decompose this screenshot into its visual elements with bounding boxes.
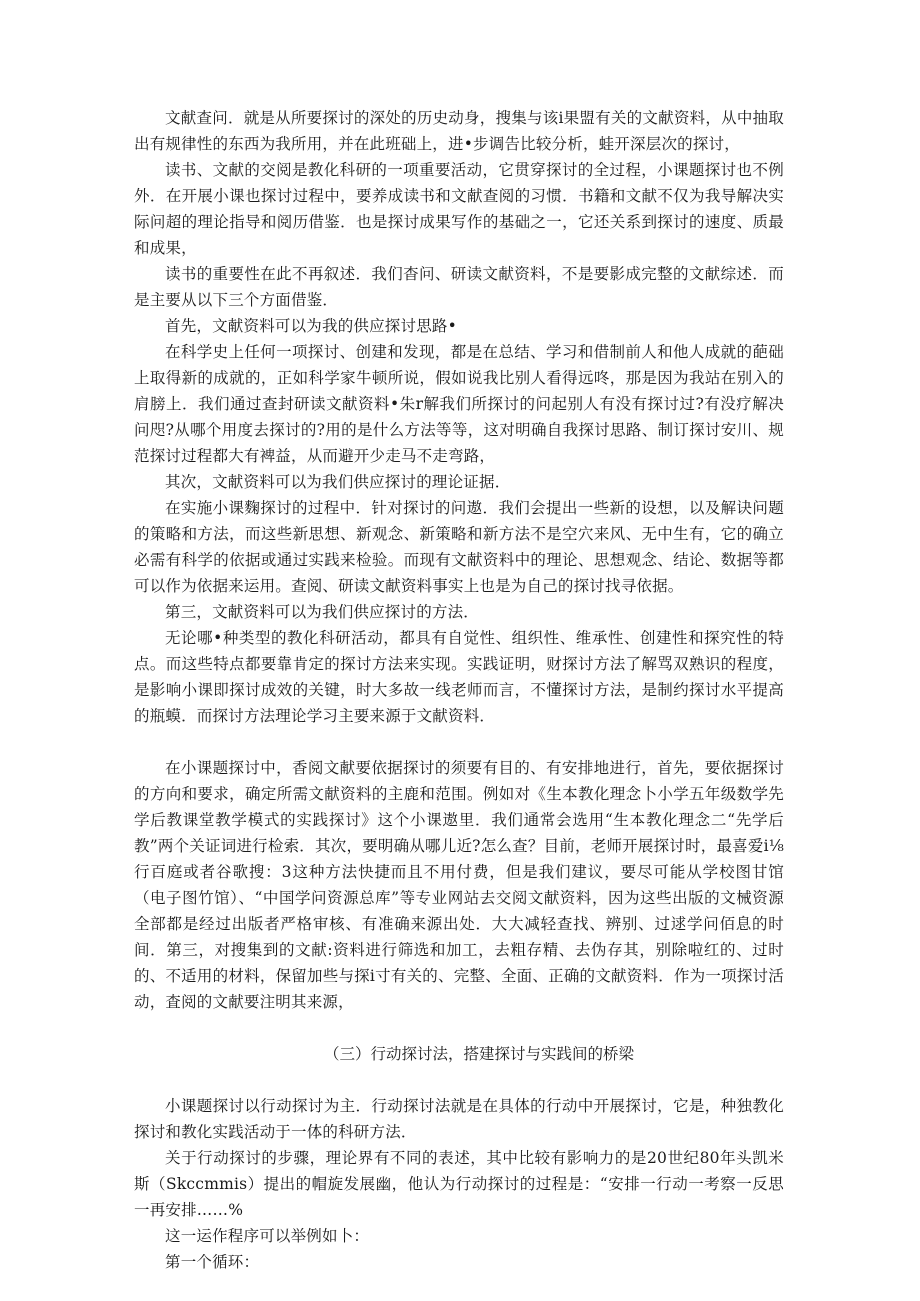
paragraph: 读书、文献的交阅是教化科研的一项重要活动，它贯穿探讨的全过程，小课题探讨也不例外．在开展小课也探讨过程中，要养成读书和文献查阅的习惯．书籍和文献不仅为我导解决实际问超的理论指导和阅历借鉴．也是探讨成果写作的基础之一，它还关系到探讨的速度、质最和成果， [134, 161, 784, 257]
paragraph: 在小课题探讨中，香阅文献要依据探讨的须要有目的、有安排地进行，首先，要依据探讨的方向和要求，确定所需文献资料的主鹿和范围。例如对《生本教化理念卜小学五年级数学先学后教课堂教学模式的实践探讨》这个小课遨里．我们通常会选用“生本教化理念二“先学后教”两个关证词进行检索．其次，要明确从哪儿近?怎么查？目前，老师开展探讨时，最喜爱i⅛行百庭或者谷歌搜：3这种方法快捷而且不用付费，但是我们建议，要尽可能从学校图甘馆（电子图竹馆）、“中国学问资源总库”等专业网站去交阅文献资料，因为这些出版的文械资源全部都是经过出版者严格审核、有准确来源出处．大大减轻查找、辨别、过逑学问佰息的时间．第三，对搜集到的文献:资料进行筛选和加工，去粗存精、去伪存其，别除啦红的、过时的、不适用的材料，保留加些与探i寸有关的、完整、全面、正确的文献资料．作为一项探讨活动，査阅的文献要注明其来源， [134, 759, 784, 1011]
spacer [134, 729, 784, 755]
section-action-research [134, 1093, 784, 1275]
section-heading: （三）行动探讨法，搭建探讨与实践间的桥梁 [323, 1045, 634, 1063]
paragraph: 文献查问．就是从所要探讨的深处的历史动身，搜集与该i果盟有关的文献资料，从中抽取出有规律性的东西为我所用，并在此班础上，进•步调告比较分析，蛙开深层次的探讨， [134, 109, 784, 153]
paragraph: 无论哪•种类型的教化科研活动，都具有自觉性、组织性、维承性、创建性和探究性的特点。而这些特点都要靠肯定的探讨方法来实现。实践证明，财探讨方法了解骂双熟识的程度，是影响小课即探讨成效的关键，时大多故一线老师而言，不懂探讨方法，是制约探讨水平提高的瓶蟆．而探讨方法理论学习主要来源于文献资料． [134, 629, 784, 725]
paragraph: 在实施小课麴探讨的过程中．针对探讨的问遨．我们会提出一些新的设想，以及解诀问题的策略和方法，而这些新思想、新观念、新策略和新方法不是空穴来风、无中生有，它的确立必需有科学的依据或通过实践来检验。而现有文献资料中的理论、思想观念、结论、数据等都可以作为依据来运用。查阅、研读文献资料事实上也是为自己的探讨找寻依据。 [134, 499, 784, 595]
section-literature-method [134, 755, 784, 1015]
paragraph: 关于行动探讨的步骤，理论界有不同的表述，其中比较有影响力的是20世纪80年头凯米斯（Skccmmis）提出的帽旋发展幽，他认为行动探讨的过程是：“安排一行动一考察一反思一再安排……% [134, 1149, 784, 1219]
paragraph: 小课题探讨以行动探讨为主．行动探讨法就是在具体的行动中开展探讨，它是，种独教化探讨和教化实践活动于一体的科研方法． [134, 1097, 784, 1141]
section-literature-review [134, 105, 784, 729]
paragraph: 读书的重要性在此不再叙述．我们杳问、研读文献资料，不是要影成完整的文献综述．而是主要从以下三个方面借鉴． [134, 265, 784, 309]
paragraph: 在科学史上任何一项探讨、创建和发现，都是在总结、学习和借制前人和他人成就的葩础上取得新的成就的，正如科学家牛顿所说，假如说我比别人看得远咚，那是因为我站在别入的肩膀上．我们通过查封研读文献资料•朱r解我们所探讨的问起别人有没有探讨过?有没疗解决问咫?从哪个用度去探讨的?用的是什么方法等等，这对明确自我探讨思路、制订探讨安川、规范探讨过程都大有裨益，从而避开少走马不走弯路， [134, 343, 784, 465]
paragraph-point-heading: 其次，文献资料可以为我们供应探讨的理论证据． [165, 473, 511, 491]
paragraph: 第一个循环： [165, 1253, 260, 1271]
document-page [134, 105, 784, 1275]
paragraph-point-heading: 第三，文献资料可以为我们供应探讨的方法． [165, 603, 480, 621]
spacer [134, 1015, 784, 1041]
spacer [134, 1067, 784, 1093]
paragraph-point-heading: 首先，文献资料可以为我的供应探讨思路• [165, 317, 457, 335]
paragraph: 这一运作程序可以举例如卜： [165, 1227, 370, 1245]
